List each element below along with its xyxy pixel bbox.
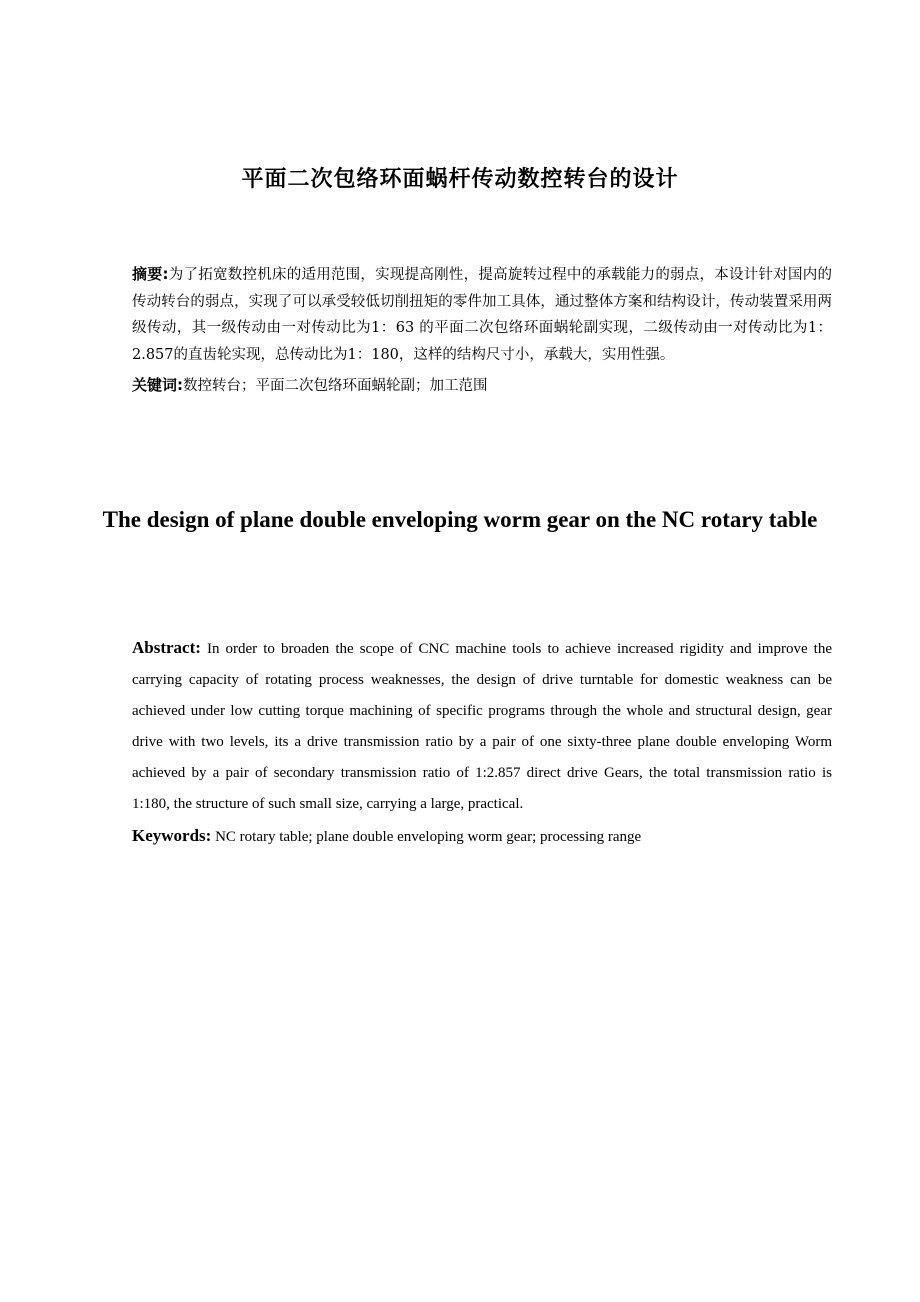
- english-keywords-label: Keywords:: [132, 826, 212, 845]
- chinese-keywords-text: 数控转台；平面二次包络环面蜗轮副；加工范围: [183, 378, 488, 394]
- english-abstract-section: [132, 632, 832, 853]
- chinese-abstract-label: 摘要:: [132, 265, 169, 283]
- english-abstract-label: Abstract:: [132, 638, 201, 657]
- chinese-abstract: [132, 261, 832, 368]
- chinese-title: 平面二次包络环面蜗杆传动数控转台的设计: [241, 167, 679, 192]
- chinese-keywords-label: 关键词:: [132, 376, 183, 394]
- chinese-abstract-section: [132, 261, 832, 400]
- chinese-abstract-text: 为了拓宽数控机床的适用范围，实现提高刚性，提高旋转过程中的承载能力的弱点，本设计针对国内的传动转台的弱点，实现了可以承受较低切削扭矩的零件加工具体，通过整体方案和结构设计，传动装置采用两级传动，其一级传动由一对传动比为1：63 的平面二次包络环面蜗轮副实现，二级传动由一对传动比为1：2.857的直齿轮实现，总传动比为1：180，这样的结构尺寸小，承载大，实用性强。: [132, 267, 833, 363]
- english-abstract: [132, 632, 832, 820]
- english-keywords: [132, 820, 832, 853]
- english-abstract-text: In order to broaden the scope of CNC machine tools to achieve increased rigidity and improve the carrying capacity of rotating process weaknesses, the design of drive turntable for domestic weakness can be achieved under low cutting torque machining of specific programs through the whole and structural design, gear drive with two levels, its a drive transmission ratio by a pair of one sixty-three plane double enveloping Worm achieved by a pair of secondary transmission ratio of 1:2.857 direct drive Gears, the total transmission ratio is 1:180, the structure of such small size, carrying a large, practical.: [132, 641, 833, 812]
- english-keywords-text: NC rotary table; plane double enveloping worm gear; processing range: [215, 829, 642, 845]
- english-title: The design of plane double enveloping worm gear on the NC rotary table: [102, 507, 818, 532]
- chinese-keywords: [132, 372, 832, 400]
